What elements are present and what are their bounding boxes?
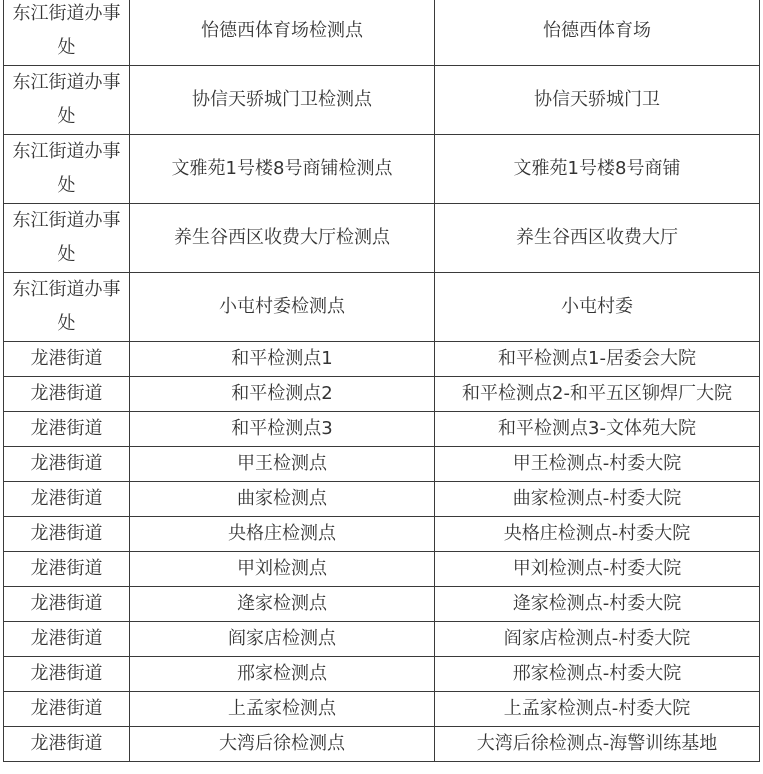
table-row [4,482,760,517]
district-cell: 龙港街道 [4,412,130,447]
table-row [4,657,760,692]
site-name-cell: 阎家店检测点 [130,622,435,657]
table-body [4,0,760,762]
table-row [4,135,760,204]
table-row [4,377,760,412]
site-name-cell: 甲刘检测点 [130,552,435,587]
site-name-cell: 央格庄检测点 [130,517,435,552]
district-cell: 龙港街道 [4,342,130,377]
table-row [4,273,760,342]
site-name-cell: 小屯村委检测点 [130,273,435,342]
district-cell: 龙港街道 [4,622,130,657]
site-name-cell: 逄家检测点 [130,587,435,622]
testing-sites-table [3,0,760,762]
site-location-cell: 协信天骄城门卫 [435,66,760,135]
district-cell: 东江街道办事处 [4,135,130,204]
table-row [4,517,760,552]
district-cell: 龙港街道 [4,587,130,622]
site-location-cell: 文雅苑1号楼8号商铺 [435,135,760,204]
site-location-cell: 逄家检测点-村委大院 [435,587,760,622]
district-cell: 东江街道办事处 [4,273,130,342]
district-cell: 东江街道办事处 [4,66,130,135]
site-location-cell: 和平检测点3-文体苑大院 [435,412,760,447]
site-location-cell: 甲王检测点-村委大院 [435,447,760,482]
site-name-cell: 和平检测点1 [130,342,435,377]
district-cell: 龙港街道 [4,377,130,412]
table-row [4,692,760,727]
site-name-cell: 曲家检测点 [130,482,435,517]
table-row [4,342,760,377]
site-location-cell: 和平检测点2-和平五区铆焊厂大院 [435,377,760,412]
site-name-cell: 大湾后徐检测点 [130,727,435,762]
district-cell: 龙港街道 [4,727,130,762]
site-location-cell: 怡德西体育场 [435,0,760,66]
site-location-cell: 上孟家检测点-村委大院 [435,692,760,727]
district-cell: 龙港街道 [4,482,130,517]
district-cell: 东江街道办事处 [4,0,130,66]
table-row [4,552,760,587]
site-name-cell: 和平检测点3 [130,412,435,447]
site-name-cell: 协信天骄城门卫检测点 [130,66,435,135]
site-name-cell: 养生谷西区收费大厅检测点 [130,204,435,273]
district-cell: 龙港街道 [4,517,130,552]
site-location-cell: 阎家店检测点-村委大院 [435,622,760,657]
district-cell: 东江街道办事处 [4,204,130,273]
site-name-cell: 邢家检测点 [130,657,435,692]
site-name-cell: 上孟家检测点 [130,692,435,727]
table-row [4,447,760,482]
site-location-cell: 曲家检测点-村委大院 [435,482,760,517]
site-location-cell: 央格庄检测点-村委大院 [435,517,760,552]
site-name-cell: 甲王检测点 [130,447,435,482]
site-location-cell: 大湾后徐检测点-海警训练基地 [435,727,760,762]
site-name-cell: 和平检测点2 [130,377,435,412]
site-name-cell: 文雅苑1号楼8号商铺检测点 [130,135,435,204]
site-name-cell: 怡德西体育场检测点 [130,0,435,66]
site-location-cell: 和平检测点1-居委会大院 [435,342,760,377]
table-row [4,0,760,66]
site-location-cell: 小屯村委 [435,273,760,342]
site-location-cell: 甲刘检测点-村委大院 [435,552,760,587]
table-row [4,622,760,657]
table-row [4,66,760,135]
site-location-cell: 邢家检测点-村委大院 [435,657,760,692]
site-location-cell: 养生谷西区收费大厅 [435,204,760,273]
table-row [4,204,760,273]
district-cell: 龙港街道 [4,657,130,692]
testing-sites-table-container [3,0,759,762]
district-cell: 龙港街道 [4,692,130,727]
district-cell: 龙港街道 [4,552,130,587]
table-row [4,587,760,622]
table-row [4,412,760,447]
district-cell: 龙港街道 [4,447,130,482]
table-row [4,727,760,762]
